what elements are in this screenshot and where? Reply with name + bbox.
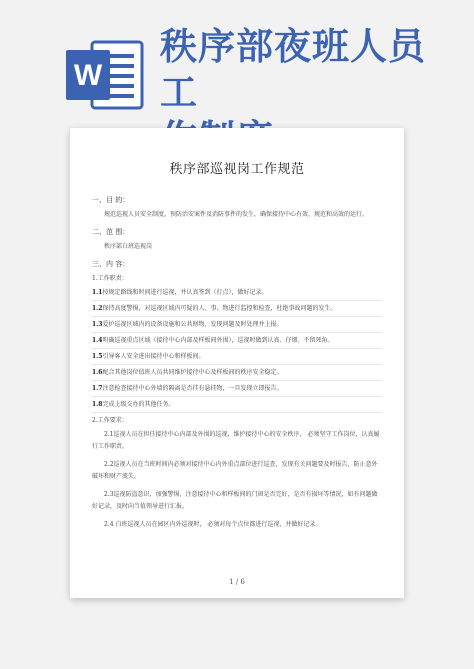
word-document-icon (62, 32, 148, 118)
duty-item: 1.6配合其他岗位值班人员共同维护接待中心及样板间的秩序安全稳定。 (92, 369, 283, 376)
duty-item: 1.8完成上级交办的其他任务。 (92, 401, 175, 408)
document-page (70, 128, 404, 598)
duty-item: 1.5引导客人安全进出接待中心和样板间。 (92, 353, 205, 360)
requirement-item: 2.3巡视防盗意识，加强警惕，注意接待中心和样板间的门窗是否完好，是否有损坏等情况，如有问题做好记录，及时向当值领导进行汇报。 (92, 491, 378, 510)
requirements-list (92, 429, 382, 531)
requirements-heading: 2.工作要求： (92, 417, 128, 424)
duty-item: 1.7注意检查接待中心外墙的隔离是否挂有悬挂物，一旦发现立即报告。 (92, 385, 283, 392)
requirement-item: 2.4 白班巡视人员在园区内外巡视时， 必须对每个点位都进行巡视，并做好记录。 (104, 521, 322, 528)
scope-text: 秩序部白班巡视岗 (104, 243, 153, 250)
duties-heading: 1.工作职责： (92, 275, 128, 282)
requirement-item: 2.1巡视人员在担任接待中心内部及外围的巡视，维护接待中心的安全秩序， 必须坚守工作岗位，认真履行工作职责。 (92, 431, 380, 450)
section-content-heading: 三、内 容： (92, 260, 130, 268)
duty-item: 1.1按规定路线和时间进行巡视，并认真签到（打点），做好记录。 (92, 289, 268, 296)
purpose-text: 规范巡视人员安全制度，预防治安案件及消防事件的发生，确保接待中心有效、规范和高效的运行。 (104, 211, 369, 218)
section-scope-heading: 二、范 围： (92, 228, 130, 236)
document-title: 秩序部巡视岗工作规范 (169, 162, 305, 177)
duty-item: 1.2保持高度警惕，对巡视区域内可疑的人、事、物进行监控和检查，杜绝事故问题的发生。 (92, 305, 337, 312)
duty-item: 1.3爱护巡视区域内的设备设施和公共财物，发现问题及时处理并上报。 (92, 321, 283, 328)
duties-list (92, 287, 382, 413)
duty-item: 1.4明确巡视重点区域（接待中心内部及样板间外围），巡视时做到认真、仔细、不留死角。 (92, 337, 334, 344)
page-number: 1 / 6 (229, 578, 245, 586)
section-purpose-heading: 一、目 的： (92, 196, 130, 204)
requirement-item: 2.2巡视人员在当班时间内必须对接待中心内外重点部位进行巡查，发现有关问题要及时报告，防止意外破坏和财产流失。 (92, 461, 378, 480)
word-letter: W (73, 59, 103, 92)
page-title-line1: 秩序部夜班人员工 (160, 25, 426, 114)
